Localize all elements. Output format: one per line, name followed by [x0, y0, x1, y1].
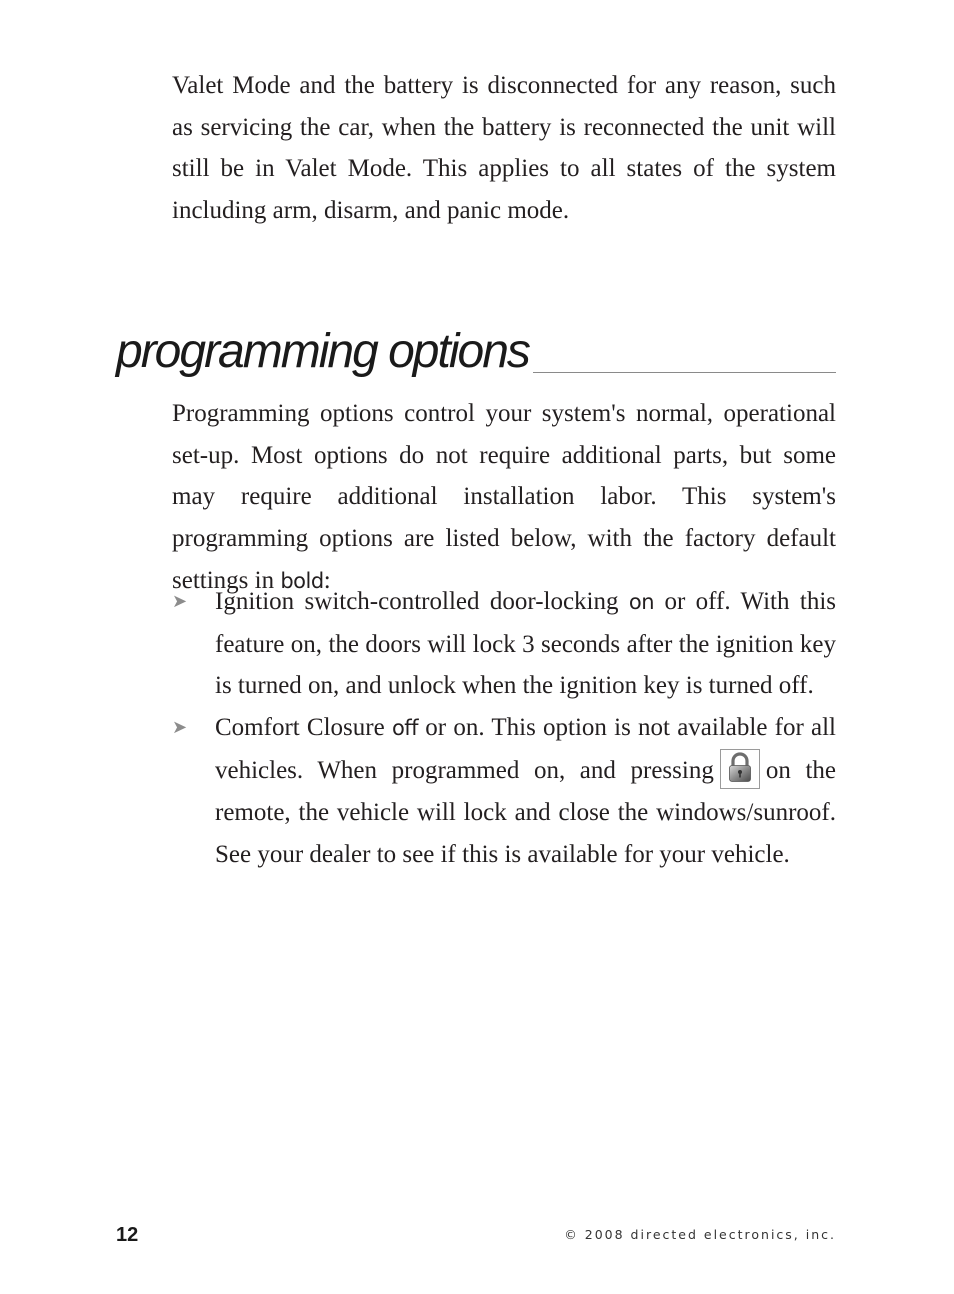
- arrow-bullet-icon: ➤: [172, 591, 188, 612]
- option-text-after: or off. With this feature on, the doors will lock 3 seconds after the ignition key is turned on, and unlock when the ignition key is turned off.: [215, 588, 836, 700]
- option-text-before: Comfort Closure: [215, 714, 392, 742]
- options-intro-suffix: :: [323, 566, 331, 594]
- option-default-value: on: [628, 590, 655, 614]
- page-number: 12: [116, 1224, 139, 1246]
- options-intro-text: Programming options control your system's normal, operational set-up. Most options do not require additional parts, but some may require additional installation labor. This system's programming options are listed below, with the factory default settings in: [172, 400, 836, 594]
- option-text-middle: or on. This option is not available for all vehicles. When programmed on, and pressing: [215, 714, 836, 784]
- options-intro-paragraph: [172, 393, 836, 603]
- option-default-value: off: [391, 716, 419, 741]
- list-item: [172, 707, 836, 875]
- arrow-bullet-icon: ➤: [172, 717, 188, 739]
- section-title: programming options: [116, 324, 533, 379]
- option-text-after: on the remote, the vehicle will lock and close the windows/sunroof. See your dealer to see if this is available for your vehicle.: [215, 756, 836, 868]
- intro-text: Valet Mode and the battery is disconnected for any reason, such as servicing the car, when the battery is reconnected the unit will still be in Valet Mode. This applies to all states of the system including arm, disarm, and panic mode.: [172, 72, 836, 225]
- option-text-before: Ignition switch-controlled door-locking: [215, 588, 629, 615]
- list-item: [172, 581, 836, 707]
- options-list: [172, 581, 836, 875]
- remote-lock-button-icon: [720, 749, 760, 789]
- lock-icon: [727, 752, 753, 784]
- copyright-notice: © 2008 directed electronics, inc.: [564, 1227, 836, 1242]
- section-heading: [116, 312, 836, 378]
- intro-paragraph: [172, 65, 836, 232]
- bold-word: bold: [280, 568, 324, 593]
